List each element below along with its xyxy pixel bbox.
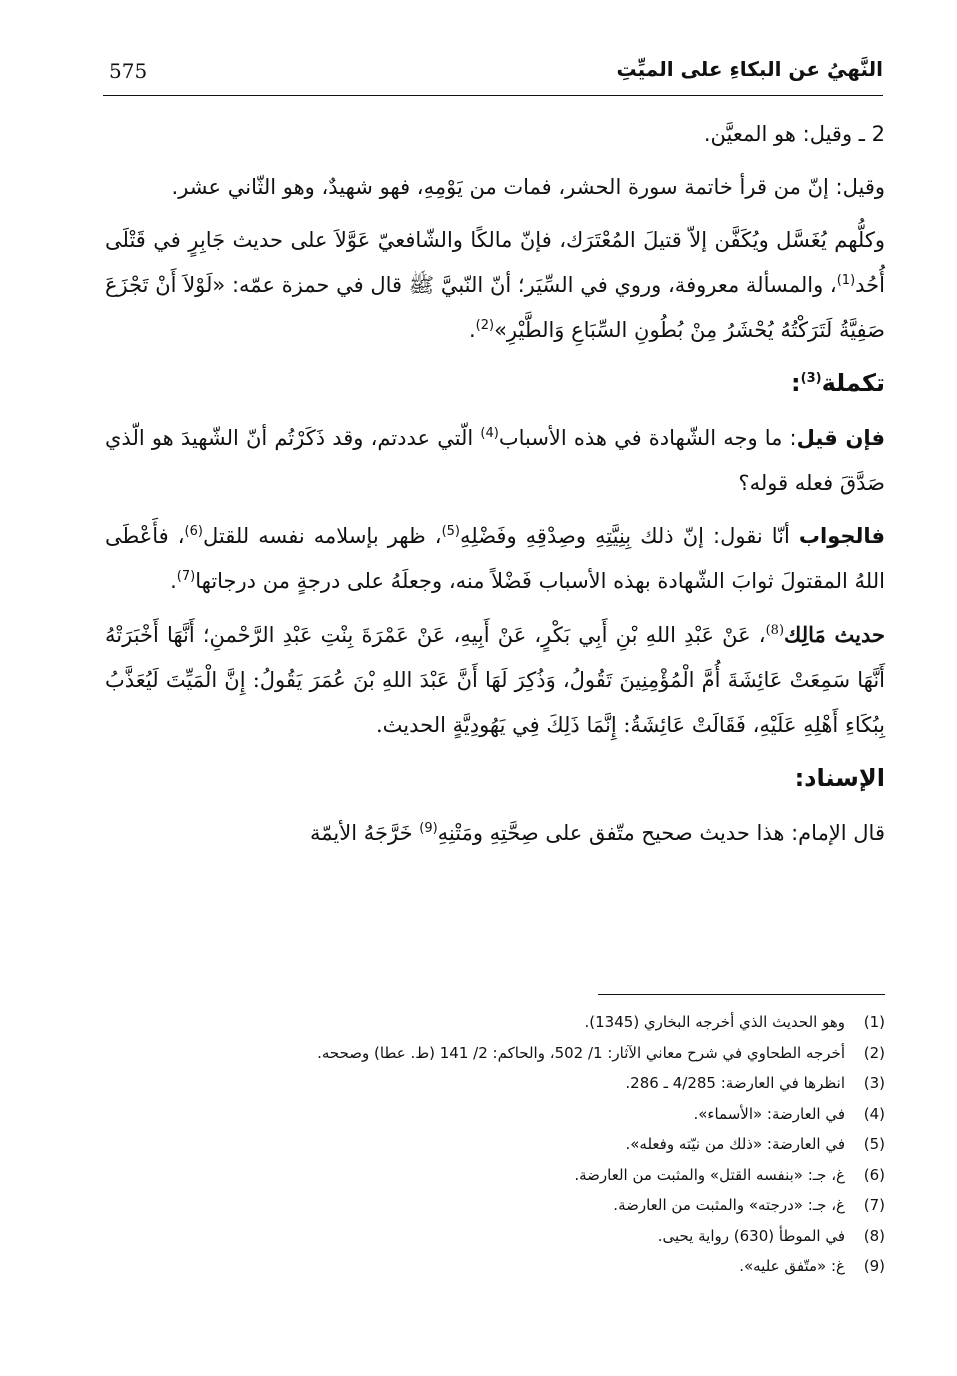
footnote-ref-2[interactable]: (2): [475, 318, 495, 333]
paragraph-5-lead: فالجواب: [798, 524, 886, 548]
footnote-text: في الموطأ (630) رواية يحيى.: [657, 1226, 845, 1245]
paragraph-3-text-b: ، والمسألة معروفة، وروي في السِّيَر؛ أنّ النّبيَّ ﷺ قال في حمزة عمّه: «لَوْلاَ أَنْ تَجْزَعَ صَفِيَّةُ لَتَرَكْتُهُ يُحْشَرُ مِنْ بُطُونِ السِّبَاعِ وَالطَّيْرِ»: [105, 273, 885, 342]
footnote-ref-9[interactable]: (9): [419, 821, 438, 836]
paragraph-7-text-a: قال الإمام: هذا حديث صحيح متّفق على صِحَّتِهِ ومَتْنِهِ: [437, 821, 885, 845]
footnote-item: [105, 1129, 885, 1160]
page-header: [103, 55, 883, 96]
section-heading-takmila-colon: :: [791, 369, 801, 397]
footnote-text: انظرها في العارضة: 4/285 ـ 286.: [625, 1074, 845, 1092]
footnote-ref-8[interactable]: (8): [765, 623, 785, 638]
paragraph-3: [105, 218, 885, 353]
footnote-ref-3[interactable]: (3): [800, 371, 822, 386]
footnote-item: [105, 1099, 885, 1130]
paragraph-2-text: وقيل: إنّ من قرأ خاتمة سورة الحشر، فمات من يَوْمِهِ، فهو شهيدٌ، وهو الثّاني عشر.: [171, 175, 885, 199]
paragraph-7-text-b: خَرَّجَهُ الأيمّة: [310, 821, 420, 845]
hadith-text: ، عَنْ عَبْدِ اللهِ بْنِ أَبِي بَكْرٍ، عَنْ أَبِيهِ، عَنْ عَمْرَةَ بِنْتِ عَبْدِ الرَّحْمنِ؛ أَنَّهَا أَخْبَرَتْهُ أَنَّهَا سَمِعَتْ عَائِشَةَ أُمَّ الْمُؤْمِنِينَ تَقُولُ، وَذُكِرَ لَهَا أَنَّ عَبْدَ اللهِ بْنَ عُمَرَ يَقُولُ: إِنَّ الْمَيِّتَ لَيُعَذَّبُ بِبُكَاءِ أَهْلِهِ عَلَيْهِ، فَقَالَتْ عَائِشَةُ: إِنَّمَا ذَلِكَ فِي يَهُودِيَّةٍ: [105, 623, 885, 737]
paragraph-4: [105, 416, 885, 506]
footnotes-list: [105, 1007, 885, 1282]
paragraph-2: [105, 165, 885, 210]
hadith-end: الحديث.: [375, 713, 453, 737]
paragraph-5-text-b: ، ظهر بإسلامه نفسه للقتل: [202, 524, 442, 548]
page-number: 575: [109, 59, 148, 83]
footnote-text: غ، جـ: «درجته» والمثبت من العارضة.: [613, 1196, 845, 1214]
footnote-item: [105, 1160, 885, 1191]
hadith-paragraph: [105, 612, 885, 748]
footnote-item: [105, 1007, 885, 1038]
paragraph-7: [105, 811, 885, 856]
paragraph-3-text-a: وكلُّهم يُغَسَّل ويُكَفَّن إلاّ قتيلَ المُعْتَرَك، فإنّ مالكًا والشّافعيّ عَوَّلاَ على حديث جَابِرٍ في قَتْلَى أُحُد: [105, 228, 885, 297]
footnote-text: غ: «متّفق عليه».: [739, 1257, 845, 1275]
footnote-text: أخرجه الطحاوي في شرح معاني الآثار: 1/ 502، والحاكم: 2/ 141 (ط. عطا) وصححه.: [317, 1043, 845, 1062]
footnote-number: (7): [863, 1196, 885, 1214]
footnote-ref-5[interactable]: (5): [441, 524, 460, 539]
footnote-number: (1): [863, 1013, 885, 1031]
main-text: [105, 112, 885, 864]
paragraph-1-text: 2 ـ وقيل: هو المعيَّن.: [703, 122, 885, 146]
footnote-text: في العارضة: «الأسماء».: [693, 1104, 845, 1123]
footnote-divider: [598, 994, 885, 995]
footnote-ref-7[interactable]: (7): [176, 569, 196, 584]
paragraph-4-lead: فإن قيل: [796, 426, 886, 450]
footnote-item: [105, 1221, 885, 1252]
footnote-number: (8): [863, 1226, 885, 1245]
section-heading-isnad-text: الإسناد:: [794, 764, 885, 792]
footnote-text: في العارضة: «ذلك من نيّته وفعله».: [625, 1135, 845, 1153]
paragraph-5: [105, 514, 885, 604]
footnote-number: (6): [863, 1165, 885, 1184]
footnote-item: [105, 1068, 885, 1099]
footnote-number: (9): [863, 1257, 885, 1275]
footnote-item: [105, 1190, 885, 1221]
footnote-number: (2): [863, 1043, 885, 1062]
footnote-item: [105, 1251, 885, 1282]
paragraph-4-text-b: الّتي عددتم، وقد ذَكَرْتُم أنّ الشّهيدَ هو الّذي صَدَّقَ فعله قوله؟: [105, 426, 885, 495]
running-title: النَّهيُ عن البكاءِ على الميِّتِ: [616, 57, 883, 81]
footnote-text: وهو الحديث الذي أخرجه البخاري (1345).: [584, 1013, 845, 1031]
section-heading-takmila-text: تكملة: [821, 369, 885, 397]
paragraph-4-text-a: : ما وجه الشّهادة في هذه الأسباب: [498, 426, 797, 450]
footnote-ref-1[interactable]: (1): [836, 273, 856, 288]
footnote-text: غ، جـ: «بنفسه القتل» والمثبت من العارضة.: [574, 1165, 845, 1184]
footnote-ref-6[interactable]: (6): [184, 524, 203, 539]
paragraph-5-text-c: ، فأَعْطَى اللهُ المقتولَ ثوابَ الشّهادة بهذه الأسباب فَضْلاً منه، وجعلَهُ على درجةٍ من درجاتها: [105, 524, 885, 593]
footnote-item: [105, 1038, 885, 1069]
paragraph-1: [105, 112, 885, 157]
footnote-ref-4[interactable]: (4): [480, 426, 499, 441]
section-heading-isnad: [105, 756, 885, 801]
footnote-number: (5): [863, 1135, 885, 1153]
hadith-lead: حديث مَالِك: [784, 622, 885, 647]
footnote-number: (4): [863, 1104, 885, 1123]
paragraph-5-text-a: أنّا نقول: إنّ ذلك بِنِيَّتِهِ وصِدْقِهِ وفَضْلِهِ: [460, 524, 799, 548]
paragraph-5-text-d: .: [170, 569, 177, 593]
footnote-number: (3): [863, 1074, 885, 1092]
section-heading-takmila: [105, 361, 885, 406]
paragraph-3-text-c: .: [468, 318, 476, 342]
